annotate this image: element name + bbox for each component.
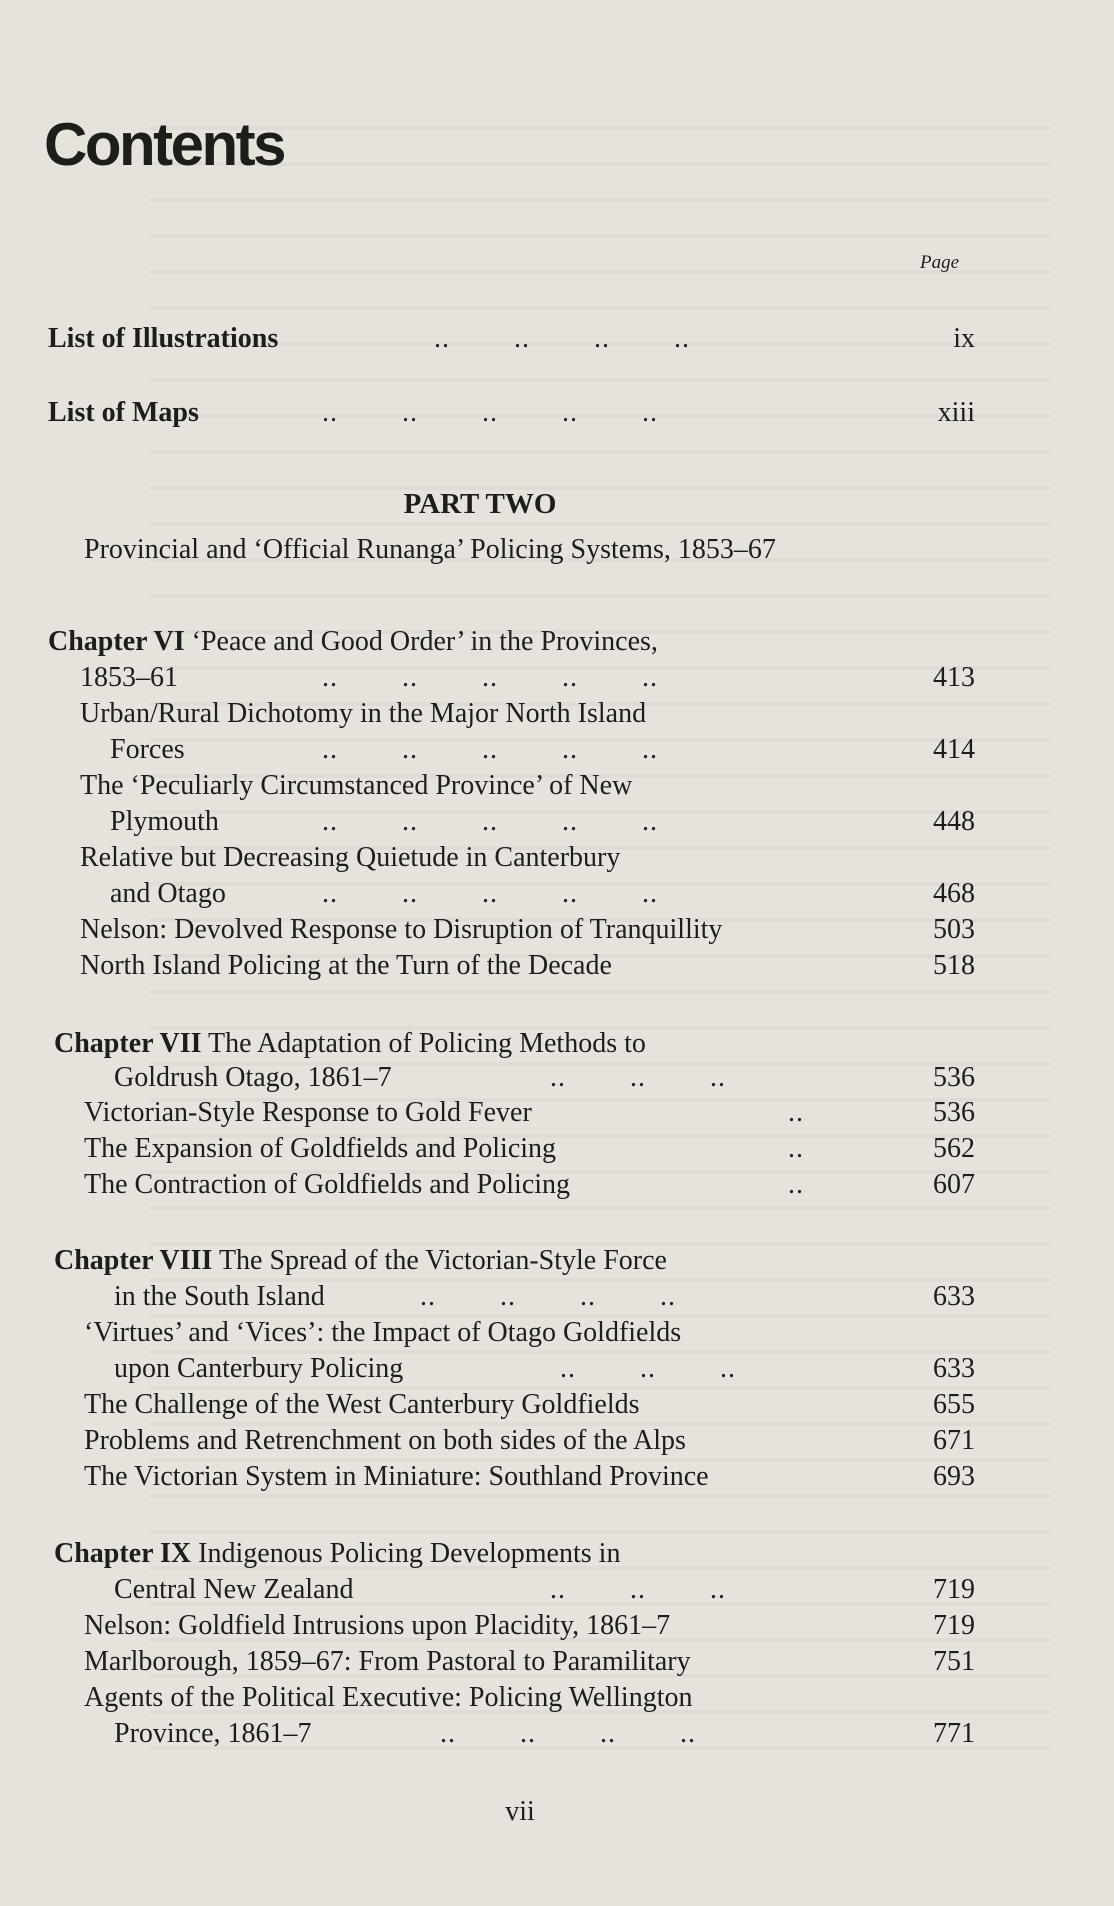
toc-page-number: 413 xyxy=(933,662,975,693)
toc-page-number: 719 xyxy=(933,1574,975,1605)
toc-page-number: 468 xyxy=(933,878,975,909)
toc-page-number: 448 xyxy=(933,806,975,837)
toc-page-number: 562 xyxy=(933,1133,975,1164)
dot-leader: .. .. .. xyxy=(550,1062,726,1093)
toc-section[interactable]: The Contraction of Goldfields and Policing xyxy=(84,1169,571,1200)
toc-page-number: 536 xyxy=(933,1062,975,1093)
toc-page-number: 414 xyxy=(933,734,975,765)
toc-page-number: xiii xyxy=(937,397,975,428)
chapter-title-cont: Central New Zealand xyxy=(114,1574,354,1605)
dot-leader: .. .. .. .. .. xyxy=(322,878,658,909)
toc-page-number: 751 xyxy=(933,1646,975,1677)
chapter-heading[interactable] xyxy=(48,624,658,660)
dot-leader: .. .. .. xyxy=(550,1574,726,1605)
toc-section-cont: Province, 1861–7 xyxy=(114,1718,312,1749)
toc-section[interactable]: Nelson: Devolved Response to Disruption of Tranquillity xyxy=(80,914,723,945)
dot-leader: .. xyxy=(788,1169,804,1200)
chapter-title-cont: 1853–61 xyxy=(80,662,178,693)
toc-page-number: ix xyxy=(953,323,975,354)
dot-leader: .. .. .. .. .. xyxy=(322,806,658,837)
toc-section-cont: and Otago xyxy=(110,878,226,909)
toc-section[interactable]: Agents of the Political Executive: Policing Wellington xyxy=(84,1682,693,1713)
page-column-label: Page xyxy=(920,252,960,273)
part-subtitle: Provincial and ‘Official Runanga’ Policing Systems, 1853–67 xyxy=(84,534,776,565)
dot-leader: .. .. .. .. .. xyxy=(322,734,658,765)
toc-section[interactable]: The ‘Peculiarly Circumstanced Province’ of New xyxy=(80,770,633,801)
toc-page-number: 671 xyxy=(933,1425,975,1456)
chapter-label: Chapter VIII xyxy=(54,1245,213,1276)
part-title: PART TWO xyxy=(403,488,557,520)
toc-page-number: 607 xyxy=(933,1169,975,1200)
dot-leader: .. .. .. .. .. xyxy=(322,397,658,428)
chapter-heading[interactable] xyxy=(54,1536,620,1572)
dot-leader: .. xyxy=(788,1097,804,1128)
chapter-title: The Spread of the Victorian-Style Force xyxy=(218,1245,667,1276)
toc-section-cont: upon Canterbury Policing xyxy=(114,1353,404,1384)
toc-section[interactable]: ‘Virtues’ and ‘Vices’: the Impact of Otago Goldfields xyxy=(84,1317,682,1348)
toc-section[interactable]: Relative but Decreasing Quietude in Canterbury xyxy=(80,842,621,873)
chapter-title: ‘Peace and Good Order’ in the Provinces, xyxy=(191,626,658,657)
dot-leader: .. .. .. .. xyxy=(434,323,690,354)
dot-leader: .. .. .. .. xyxy=(420,1281,676,1312)
toc-section[interactable]: Problems and Retrenchment on both sides of the Alps xyxy=(84,1425,686,1456)
toc-page-number: 633 xyxy=(933,1353,975,1384)
toc-section[interactable]: Victorian-Style Response to Gold Fever xyxy=(84,1097,532,1128)
toc-page-number: 719 xyxy=(933,1610,975,1641)
toc-section[interactable]: The Victorian System in Miniature: Southland Province xyxy=(84,1461,709,1492)
toc-page-number: 693 xyxy=(933,1461,975,1492)
dot-leader: .. .. .. .. .. xyxy=(322,662,658,693)
toc-section[interactable]: The Expansion of Goldfields and Policing xyxy=(84,1133,557,1164)
toc-page-number: 518 xyxy=(933,950,975,981)
toc-section-cont: Plymouth xyxy=(110,806,219,837)
dot-leader: .. .. .. .. xyxy=(440,1718,696,1749)
chapter-heading[interactable] xyxy=(54,1026,646,1062)
dot-leader: .. .. .. xyxy=(560,1353,736,1384)
chapter-title: The Adaptation of Policing Methods to xyxy=(208,1028,646,1059)
chapter-label: Chapter VI xyxy=(48,626,185,657)
chapter-label: Chapter VII xyxy=(54,1028,202,1059)
toc-section-cont: Forces xyxy=(110,734,185,765)
toc-page-number: 655 xyxy=(933,1389,975,1420)
chapter-heading[interactable] xyxy=(54,1243,667,1279)
toc-entry-list-of-illustrations[interactable]: List of Illustrations xyxy=(48,323,279,354)
toc-page-number: 536 xyxy=(933,1097,975,1128)
chapter-title-cont: Goldrush Otago, 1861–7 xyxy=(114,1062,392,1093)
toc-page-number: 503 xyxy=(933,914,975,945)
toc-section[interactable]: North Island Policing at the Turn of the Decade xyxy=(80,950,612,981)
toc-section[interactable]: The Challenge of the West Canterbury Goldfields xyxy=(84,1389,640,1420)
chapter-label: Chapter IX xyxy=(54,1538,192,1569)
toc-page-number: 633 xyxy=(933,1281,975,1312)
toc-entry-list-of-maps[interactable]: List of Maps xyxy=(48,397,199,428)
page-title: Contents xyxy=(44,111,284,178)
toc-section[interactable]: Marlborough, 1859–67: From Pastoral to Paramilitary xyxy=(84,1646,691,1677)
dot-leader: .. xyxy=(788,1133,804,1164)
toc-page-number: 771 xyxy=(933,1718,975,1749)
chapter-title-cont: in the South Island xyxy=(114,1281,325,1312)
chapter-title: Indigenous Policing Developments in xyxy=(198,1538,621,1569)
page-folio: vii xyxy=(505,1796,535,1827)
toc-section[interactable]: Urban/Rural Dichotomy in the Major North Island xyxy=(80,698,647,729)
toc-section[interactable]: Nelson: Goldfield Intrusions upon Placidity, 1861–7 xyxy=(84,1610,671,1641)
